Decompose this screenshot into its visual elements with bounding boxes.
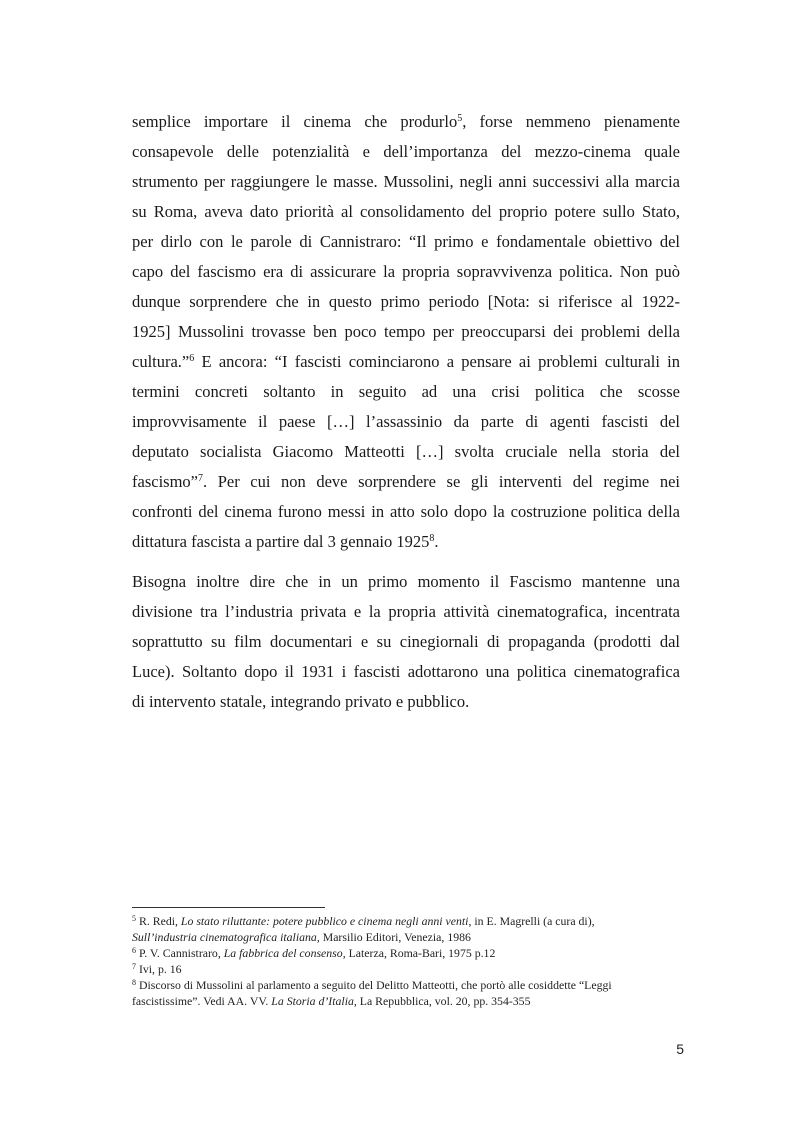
- text-line: consapevole delle potenzialità e dell’importanza del mezzo-cinema quale: [132, 142, 680, 161]
- body-paragraph-1: [132, 107, 680, 557]
- text-line: semplice importare il cinema che produrlo$^5$, forse nemmeno pienamente: [132, 112, 681, 131]
- text-line: su Roma, aveva dato priorità al consolidamento del proprio potere sullo Stato,: [132, 202, 680, 221]
- text-line: divisione tra l’industria privata e la propria attività cinematografica, incentrata: [132, 602, 680, 621]
- text-line: per dirlo con le parole di Cannistraro: “Il primo e fondamentale obiettivo del: [132, 232, 680, 251]
- text-line: termini concreti soltanto in seguito ad una crisi politica che scosse: [132, 382, 680, 401]
- text-line: deputato socialista Giacomo Matteotti […] svolta cruciale nella storia del: [132, 442, 680, 461]
- text-line: strumento per raggiungere le masse. Mussolini, negli anni successivi alla marcia: [132, 172, 680, 191]
- text-line: dittatura fascista a partire dal 3 gennaio 1925$^8$.: [132, 532, 439, 551]
- footnote-8-continued: fascistissime”. Vedi AA. VV. La Storia d’Italia, La Repubblica, vol. 20, pp. 354-355: [132, 994, 531, 1008]
- footnotes: [132, 913, 692, 1009]
- text-line: confronti del cinema furono messi in atto solo dopo la costruzione politica della: [132, 502, 680, 521]
- text-line: di intervento statale, integrando privato e pubblico.: [132, 692, 470, 711]
- page-number: 5: [676, 1041, 684, 1057]
- footnote-ref-5[interactable]: 5: [457, 113, 463, 124]
- footnote-ref-8[interactable]: 8: [429, 533, 435, 544]
- text-line: Bisogna inoltre dire che in un primo momento il Fascismo mantenne una: [132, 572, 680, 591]
- text-line: soprattutto su film documentari e su cinegiornali di propaganda (prodotti dal: [132, 632, 680, 651]
- text-line: fascismo”$^7$. Per cui non deve sorprendere se gli interventi del regime nei: [132, 472, 680, 491]
- footnote-5: $^5$ R. Redi, Lo stato riluttante: potere pubblico e cinema negli anni venti, in E. Magrelli (a cura di),: [132, 914, 595, 928]
- footnote-separator: [132, 907, 325, 908]
- text-line: dunque sorprendere che in questo primo periodo [Nota: si riferisce al 1922-: [132, 292, 680, 311]
- text-line: improvvisamente il paese […] l’assassinio da parte di agenti fascisti del: [132, 412, 680, 431]
- footnote-7: $^7$ Ivi, p. 16: [132, 962, 182, 976]
- body-paragraph-2: [132, 567, 680, 717]
- footnote-ref-6[interactable]: 6: [189, 353, 195, 364]
- footnote-8: $^8$ Discorso di Mussolini al parlamento a seguito del Delitto Matteotti, che portò alle cosiddette “Leggi: [132, 978, 612, 992]
- footnote-6: $^6$ P. V. Cannistraro, La fabbrica del consenso, Laterza, Roma-Bari, 1975 p.12: [132, 946, 496, 960]
- text-line: cultura.”$^6$ E ancora: “I fascisti cominciarono a pensare ai problemi culturali in: [132, 352, 680, 371]
- text-line: capo del fascismo era di assicurare la propria sopravvivenza politica. Non può: [132, 262, 680, 281]
- text-line: Luce). Soltanto dopo il 1931 i fascisti adottarono una politica cinematografica: [132, 662, 680, 681]
- footnote-5-continued: Sull’industria cinematografica italiana, Marsilio Editori, Venezia, 1986: [132, 930, 471, 944]
- text-line: 1925] Mussolini trovasse ben poco tempo per preoccuparsi dei problemi della: [132, 322, 680, 341]
- footnote-ref-7[interactable]: 7: [197, 473, 203, 484]
